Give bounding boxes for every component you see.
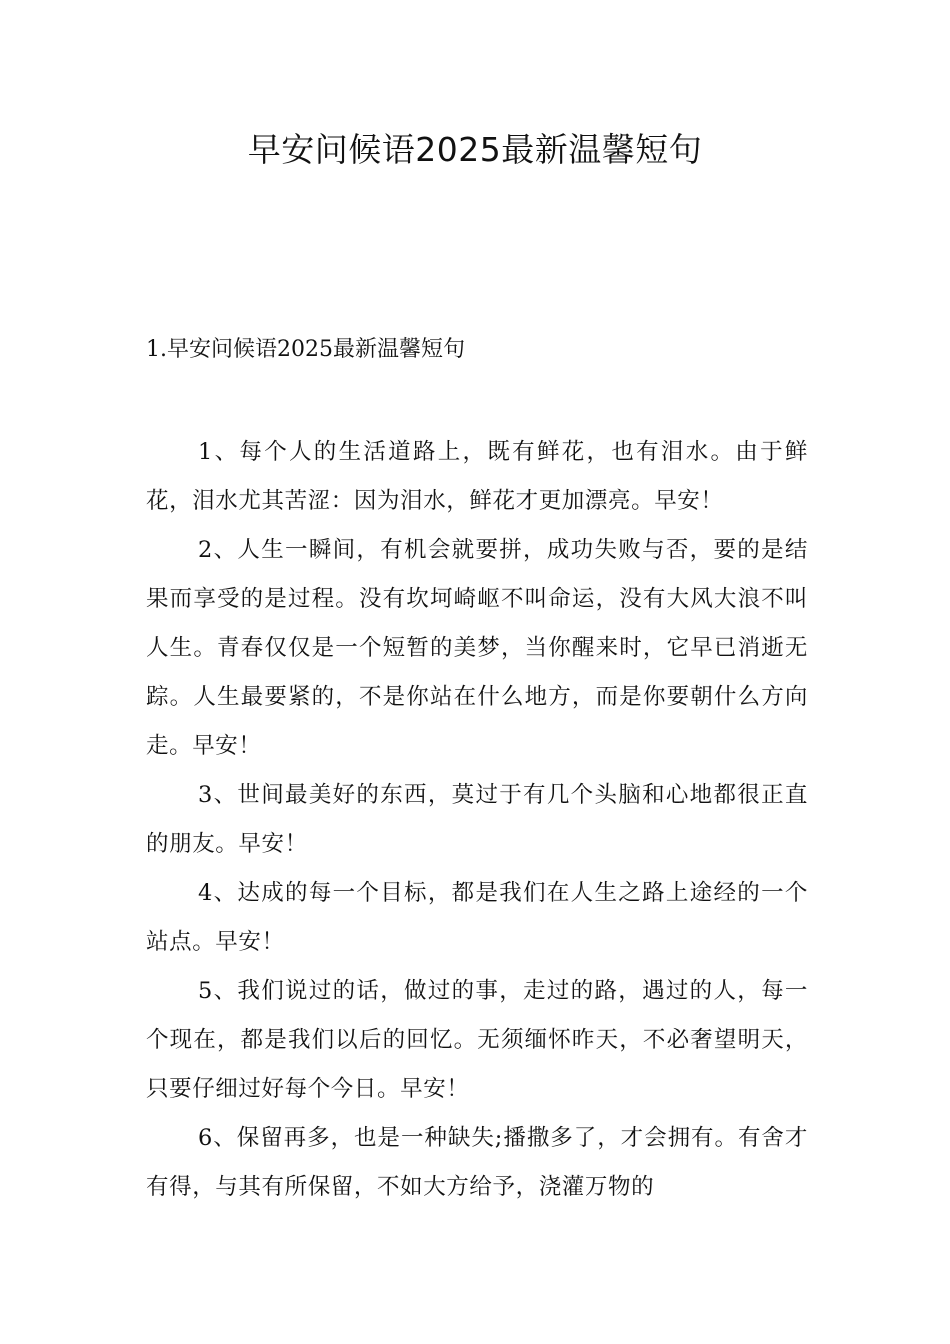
paragraph-5: 5、我们说过的话，做过的事，走过的路，遇过的人，每一个现在，都是我们以后的回忆。无须缅怀昨天，不必奢望明天，只要仔细过好每个今日。早安！ <box>146 978 808 1102</box>
paragraph-4: 4、达成的每一个目标，都是我们在人生之路上途经的一个站点。早安！ <box>146 880 808 955</box>
paragraph-1: 1、每个人的生活道路上，既有鲜花，也有泪水。由于鲜花，泪水尤其苦涩：因为泪水，鲜花才更加漂亮。早安！ <box>146 439 808 514</box>
document-title: 早安问候语2025最新温馨短句 <box>247 130 703 169</box>
document-body <box>146 428 808 1212</box>
paragraph-2: 2、人生一瞬间，有机会就要拼，成功失败与否，要的是结果而享受的是过程。没有坎坷崎岖不叫命运，没有大风大浪不叫人生。青春仅仅是一个短暂的美梦，当你醒来时，它早已消逝无踪。人生最要紧的，不是你站在什么地方，而是你要朝什么方向走。早安！ <box>146 537 808 759</box>
paragraph-6: 6、保留再多，也是一种缺失;播撒多了，才会拥有。有舍才有得，与其有所保留，不如大方给予，浇灌万物的 <box>146 1125 808 1200</box>
section-heading: 1.早安问候语2025最新温馨短句 <box>146 337 465 362</box>
paragraph-3: 3、世间最美好的东西，莫过于有几个头脑和心地都很正直的朋友。早安！ <box>146 782 808 857</box>
